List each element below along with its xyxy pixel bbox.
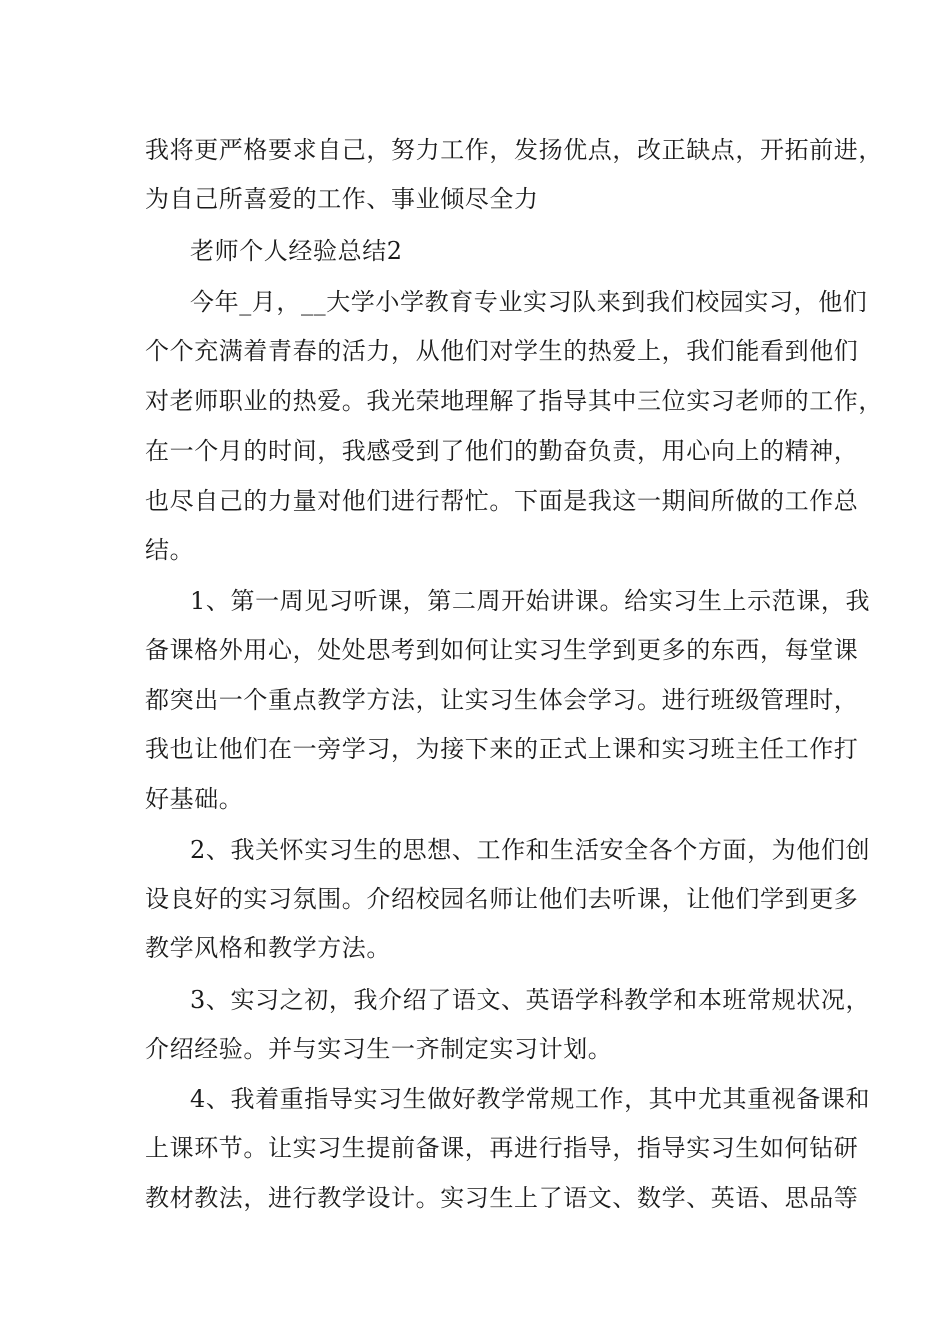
paragraph-line: 教材教法，进行教学设计。实习生上了语文、数学、英语、思品等 <box>145 1184 859 1212</box>
paragraph-line: 为自己所喜爱的工作、事业倾尽全力 <box>145 185 539 213</box>
paragraph-line: 对老师职业的热爱。我光荣地理解了指导其中三位实习老师的工作， <box>145 387 883 415</box>
paragraph-line: 好基础。 <box>145 785 244 813</box>
paragraph-line: 结。 <box>145 536 195 564</box>
paragraph-line: 今年_月，__大学小学教育专业实习队来到我们校园实习，他们 <box>190 288 868 316</box>
paragraph-line: 教学风格和教学方法。 <box>145 934 391 962</box>
paragraph-line: 2、我关怀实习生的思想、工作和生活安全各个方面，为他们创 <box>190 836 871 864</box>
paragraph-line: 3、实习之初，我介绍了语文、英语学科教学和本班常规状况， <box>190 986 871 1014</box>
paragraph-line: 都突出一个重点教学方法，让实习生体会学习。进行班级管理时， <box>145 686 859 714</box>
paragraph-line: 1、第一周见习听课，第二周开始讲课。给实习生上示范课，我 <box>190 587 871 615</box>
paragraph-line: 个个充满着青春的活力，从他们对学生的热爱上，我们能看到他们 <box>145 337 859 365</box>
paragraph-line: 介绍经验。并与实习生一齐制定实习计划。 <box>145 1035 613 1063</box>
paragraph-line: 我将更严格要求自己，努力工作，发扬优点，改正缺点，开拓前进， <box>145 136 883 164</box>
paragraph-line: 上课环节。让实习生提前备课，再进行指导，指导实习生如何钻研 <box>145 1134 859 1162</box>
paragraph-line: 备课格外用心，处处思考到如何让实习生学到更多的东西，每堂课 <box>145 636 859 664</box>
section-heading: 老师个人经验总结2 <box>190 237 403 265</box>
paragraph-line: 设良好的实习氛围。介绍校园名师让他们去听课，让他们学到更多 <box>145 885 859 913</box>
paragraph-line: 4、我着重指导实习生做好教学常规工作，其中尤其重视备课和 <box>190 1085 871 1113</box>
paragraph-line: 我也让他们在一旁学习，为接下来的正式上课和实习班主任工作打 <box>145 735 859 763</box>
paragraph-line: 在一个月的时间，我感受到了他们的勤奋负责，用心向上的精神， <box>145 437 859 465</box>
paragraph-line: 也尽自己的力量对他们进行帮忙。下面是我这一期间所做的工作总 <box>145 487 859 515</box>
